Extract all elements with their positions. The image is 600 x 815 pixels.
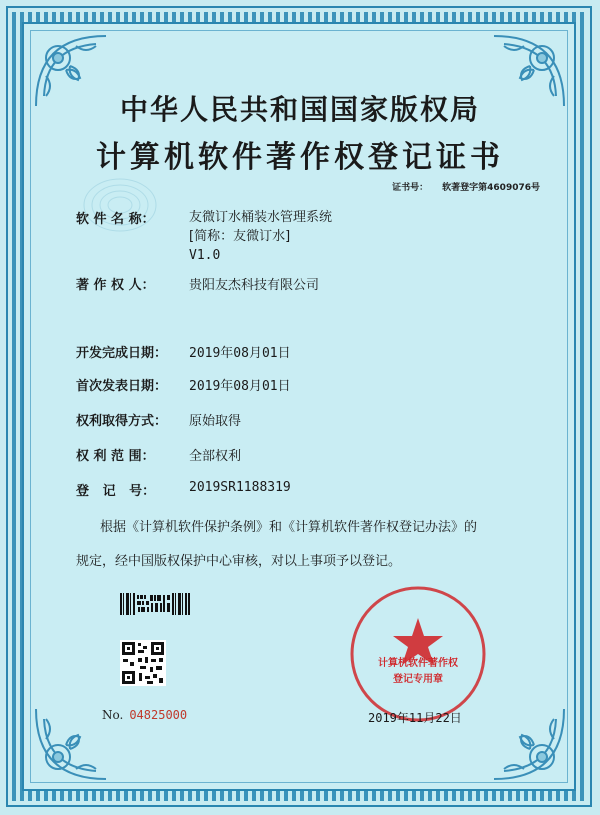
qr-code-icon: [120, 640, 166, 686]
acquisition-method-row: [76, 410, 242, 429]
scope-row: [76, 445, 242, 464]
first-publish-row: [76, 375, 291, 394]
first-publish-label: 首次发表日期：: [76, 379, 168, 394]
dev-completion-row: [76, 342, 291, 361]
dev-completion-label: 开发完成日期：: [76, 346, 168, 361]
software-name-row: [76, 208, 333, 263]
legal-basis-paragraph-continued: 规定，经中国版权保护中心审核，对以上事项予以登记。: [76, 554, 402, 569]
seal-line-1: 计算机软件著作权: [378, 658, 458, 669]
seal-line-2: 登记专用章: [393, 674, 443, 685]
software-name-label: 软 件 名 称：: [76, 212, 155, 227]
issuing-authority: 中华人民共和国国家版权局: [119, 93, 480, 126]
serial-label: No.: [102, 708, 124, 722]
software-name-line: 友微订水桶装水管理系统: [189, 210, 333, 225]
software-short-name-line: [简称：友微订水]: [189, 229, 291, 244]
first-publish-value: 2019年08月01日: [189, 379, 291, 394]
copyright-owner-row: [76, 274, 320, 293]
scope-value: 全部权利: [189, 449, 242, 464]
copyright-owner-value: 贵阳友杰科技有限公司: [189, 278, 320, 293]
registration-number-label: 登 记 号：: [76, 484, 156, 499]
scope-label: 权 利 范 围：: [76, 449, 155, 464]
corner-ornament-icon: [484, 699, 574, 789]
legal-basis-paragraph: 根据《计算机软件保护条例》和《计算机软件著作权登记办法》的: [100, 520, 478, 535]
serial-value: 04825000: [129, 708, 188, 722]
copyright-owner-label: 著 作 权 人：: [76, 278, 155, 293]
serial-number: [102, 708, 187, 722]
official-seal-icon: [348, 584, 488, 724]
registration-number-value: 2019SR1188319: [189, 480, 291, 495]
software-name-value: [189, 208, 332, 265]
acquisition-method-label: 权利取得方式：: [76, 414, 168, 429]
cert-number-label: 证书号：: [392, 183, 429, 193]
dev-completion-value: 2019年08月01日: [189, 346, 291, 361]
certificate-title: 计算机软件著作权登记证书: [96, 140, 504, 175]
software-version-line: V1.0: [189, 248, 221, 263]
acquisition-method-value: 原始取得: [189, 414, 242, 429]
barcode-icon: [120, 593, 190, 615]
registration-number-row: [76, 480, 291, 499]
certificate-number: [392, 180, 540, 193]
issue-date: 2019年11月22日: [368, 711, 462, 725]
cert-number-value: 软著登字第4609076号: [442, 183, 540, 193]
